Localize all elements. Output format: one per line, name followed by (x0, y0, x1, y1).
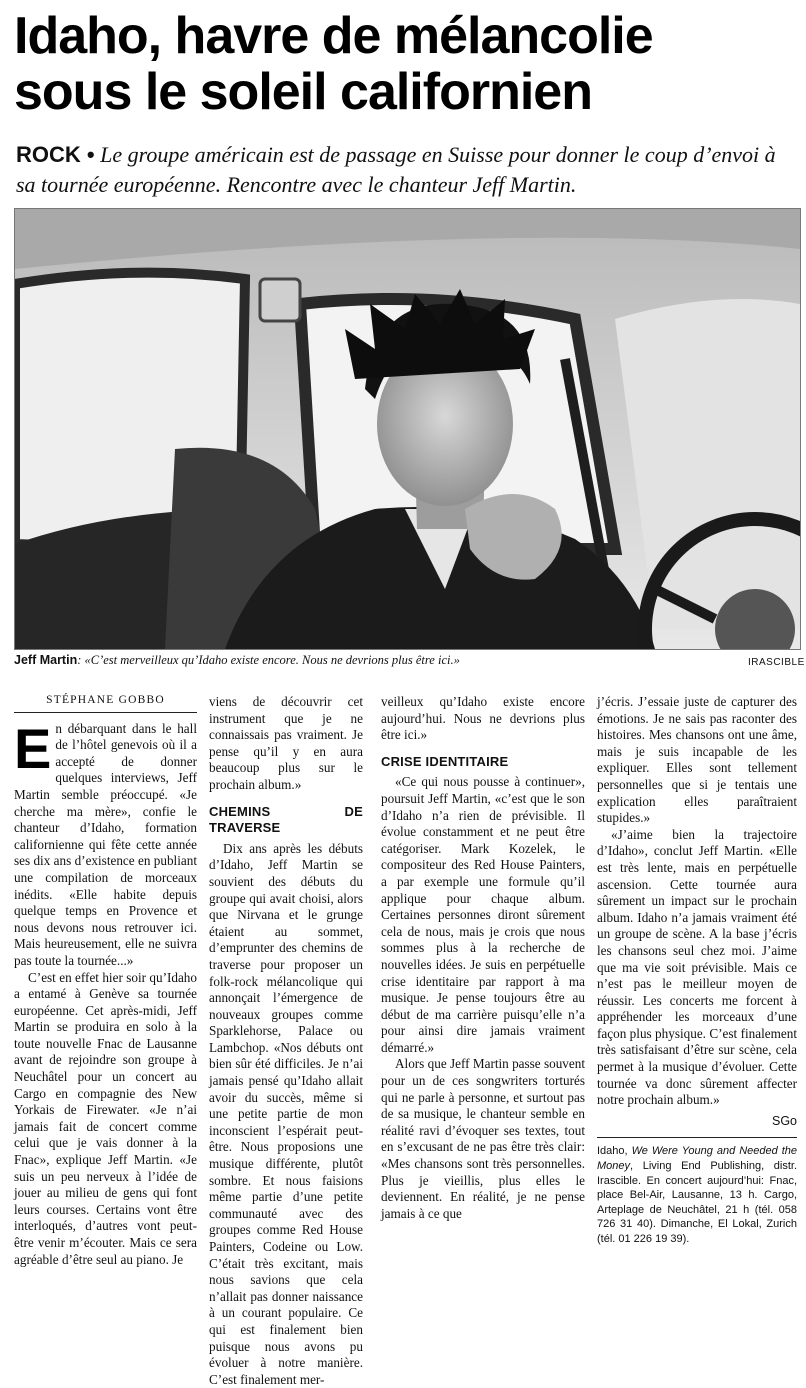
article-column-1 (14, 692, 197, 1268)
article-column-4 (597, 694, 797, 1247)
info-album: We Were Young and Needed the Money (597, 1145, 798, 1173)
info-box (597, 1137, 797, 1246)
byline: STÉPHANE GOBBO (14, 692, 197, 713)
photo-man-in-car-icon (15, 209, 800, 649)
article-column-3 (381, 694, 585, 1222)
paragraph (14, 716, 197, 970)
photo-caption (14, 652, 704, 668)
photo-credit: IRASCIBLE (748, 657, 805, 668)
author-signature: SGo (771, 1113, 797, 1128)
headline-line-2: sous le soleil californien (14, 63, 592, 121)
article-photo (14, 208, 801, 650)
deck-text: Le groupe américain est de passage en Suisse pour donner le coup d’envoi à sa tournée européenne. Rencontre avec le chanteur Jeff Martin. (16, 142, 776, 197)
article-column-2 (209, 694, 363, 1388)
paragraph: viens de découvrir cet instrument que je ne connaissais pas vraiment. Je pense qu’il y en aura beaucoup plus sur le prochain album.» (209, 694, 363, 792)
subhead: CHEMINS DE TRAVERSE (209, 803, 363, 836)
headline-line-1: Idaho, havre de mélancolie (14, 7, 653, 65)
paragraph: veilleux qu’Idaho existe encore aujourd’hui. Nous ne devrions plus être ici.» (381, 694, 585, 743)
paragraph: C’est en effet hier soir qu’Idaho a entamé à Genève sa tournée européenne. Cet après-midi, Jeff Martin se produira en solo à la toute nouvelle Fnac de Lausanne avant de rejoindre son groupe à Neuchâtel pour un concert au Cargo en compagnie des New Yorkais de Firewater. «Je n’ai jamais fait de concert comme celui que je vais donner à la Fnac», explique Jeff Martin. «Je suis un peu nerveux à l’idée de jouer au milieu de gens qui font leurs courses. Certains vont être interloqués, d’autres vont peut-être venir m’écouter. Mais ce sera agréable d’être seul au piano. Je (14, 969, 197, 1267)
paragraph: Dix ans après les débuts d’Idaho, Jeff Martin se souvient des débuts du groupe qui avait choisi, alors que Nirvana et le grunge étaient au sommet, d’emprunter des chemins de traverse pour proposer un folk-rock mélancolique qui annonçait l’émergence de nouveaux groupes comme Sparklehorse, Palace ou Lambchop. «Nos débuts ont bien sûr été difficiles. Je n’ai jamais pensé qu’Idaho allait avoir du succès, même si une petite partie de mon inconscient l’espérait peut-être. Nous proposions une musique différente, plutôt sombre. Et nous faisions même partie d’une petite communauté avec des groupes comme Red House Painters, Codeine ou Low. C’était très excitant, mais nous savions que cela n’allait pas donner naissance à un courant populaire. Ce qui est finalement bien puisque nous avons pu évoluer à notre manière. C’est finalement mer- (209, 840, 363, 1387)
paragraph-text: n débarquant dans le hall de l’hôtel genevois où il a accepté de donner quelques interviews, Jeff Martin semble préoccupé. «Je cherche ma mère», confie le chanteur d’Idaho, formation californienne qui fête cette année ses dix ans d’existence en publiant une compilation de morceaux inédits. «Elle habite depuis quelque temps en Provence et nous devons nous retrouver ici. Mais heureusement, elle ne suivra pas toute la tournée...» (14, 720, 197, 968)
caption-name: Jeff Martin (14, 653, 78, 667)
headline (14, 8, 799, 120)
info-band: Idaho, (597, 1145, 632, 1158)
caption-text: : «C’est merveilleux qu’Idaho existe encore. Nous ne devrions plus être ici.» (77, 653, 460, 667)
rubric-label: ROCK • (16, 142, 95, 167)
paragraph: «J’aime bien la trajectoire d’Idaho», conclut Jeff Martin. «Elle est très lente, mais en perpétuelle ascension. Cette tournée aura sûrement un impact sur le prochain album. Idaho n’a jamais vraiment été un groupe de scène. A la base j’écris les chansons seul chez moi. J’aime que ma vie soit prévisible. Mais ce n’est pas le meilleur moyen de réussir. Les concerts me forcent à appréhender les morceaux d’une façon plus physique. C’est finalement très satisfaisant d’être sur scène, cela permet à la musique d’évoluer. Cette tournée va donc sûrement affecter notre prochain album.» (597, 826, 797, 1108)
subhead: CRISE IDENTITAIRE (381, 753, 509, 769)
paragraph: j’écris. J’essaie juste de capturer des émotions. Je ne sais pas raconter des histoires. Mes chansons ont une âme, mais je suis incapable de les expliquer. Elles sont tellement personnelles que si je tentais une explication elles paraîtraient stupides.» (597, 694, 797, 826)
drop-cap: E (14, 716, 52, 780)
paragraph: Alors que Jeff Martin passe souvent pour un de ces songwriters torturés qui ne parle à personne, et surtout pas de sa musique, le chanteur semble en réalité ravi d’évoquer ses textes, tout en s’excusant de ne pas être très clair: «Mes chansons sont très personnelles. Plus je vieillis, plus elles le deviennent. En réalité, je ne pense jamais à ce que (381, 1056, 585, 1221)
deck (16, 140, 796, 200)
info-details: , Living End Publishing, distr. Irascible. En concert aujourd’hui: Fnac, place Bel-Air, Lausanne, 13 h. Cargo, Arteplage de Neuchâtel, 21 h (tél. 058 726 31 40). Dimanche, El Lokal, Zurich (tél. 01 226 19 39). (597, 1160, 797, 1245)
paragraph: «Ce qui nous pousse à continuer», poursuit Jeff Martin, «c’est que le son d’Idaho n’a rien de prévisible. Il évolue constamment et ne peut être catégoriser. Mark Kozelek, le compositeur des Red House Painters, a par exemple une formule qu’il applique pour chaque album. Certaines personnes diront sûrement cela de nous, mais je crois que nous sommes plus à la recherche de nouvelles idées. Je suis en perpétuelle crise identitaire par rapport à ma musique. Je pense toujours être au début de ma carrière puisqu’elle n’a pour ainsi dire jamais vraiment démarré.» (381, 774, 585, 1055)
